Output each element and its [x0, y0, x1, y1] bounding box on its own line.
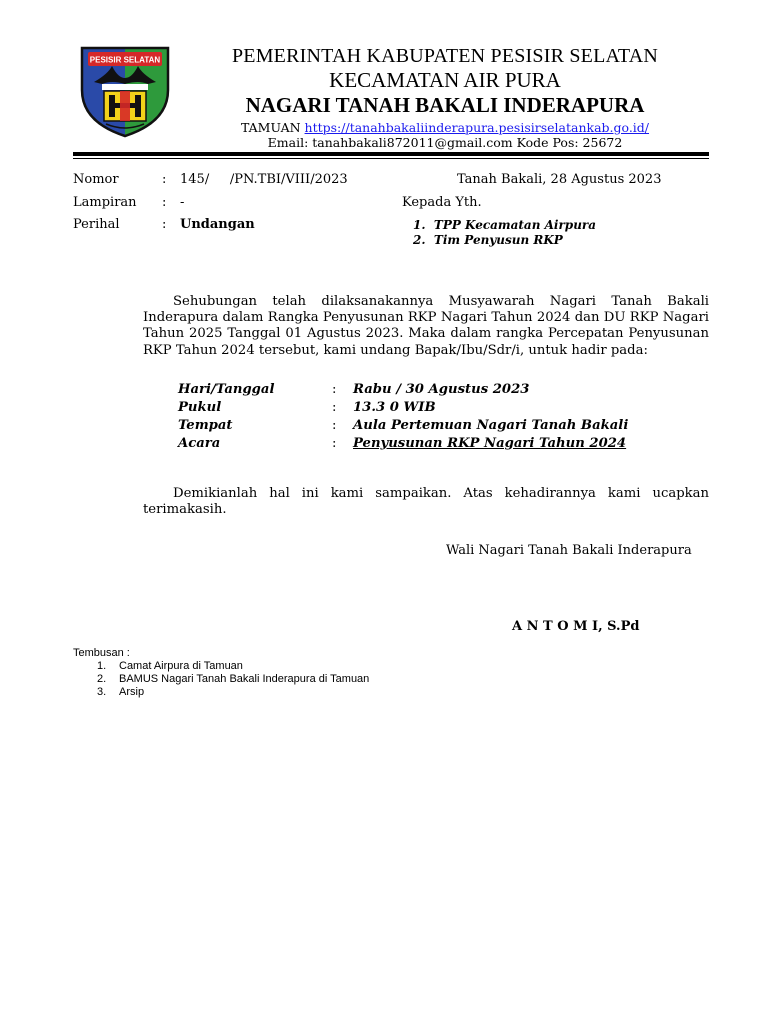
- lampiran-value: -: [180, 195, 185, 210]
- signature-title: Wali Nagari Tanah Bakali Inderapura: [446, 543, 692, 558]
- perihal-value: Undangan: [180, 217, 255, 232]
- perihal-colon: :: [162, 217, 167, 232]
- detail-value-agenda: Penyusunan RKP Nagari Tahun 2024: [353, 436, 627, 451]
- tembusan-num: 1.: [97, 660, 107, 672]
- header-government: PEMERINTAH KABUPATEN PESISIR SELATAN: [231, 45, 659, 67]
- detail-value-time: 13.3 0 WIB: [353, 400, 436, 415]
- nomor-colon: :: [162, 172, 167, 187]
- invitation-paragraph: Sehubungan telah dilaksanakannya Musyawarah Nagari Tanah Bakali Inderapura dalam Rangka Penyusunan RKP Nagari Tahun 2024 dan DU RKP Nagari Tahun 2025 Tanggal 01 Agustus 2023. Maka dalam rangka Percepatan Penyusunan RKP Tahun 2024 tersebut, kami undang Bapak/Ibu/Sdr/i, untuk hadir pada:: [143, 294, 709, 358]
- kepada-label: Kepada Yth.: [402, 195, 482, 210]
- tembusan-item: BAMUS Nagari Tanah Bakali Inderapura di Tamuan: [119, 673, 370, 685]
- header-rule-thick: [73, 152, 709, 156]
- logo-lettering: PESISIR SELATAN: [89, 55, 161, 65]
- place-date: Tanah Bakali, 28 Agustus 2023: [457, 172, 662, 187]
- detail-value-date: Rabu / 30 Agustus 2023: [353, 382, 530, 397]
- detail-label-place: Tempat: [178, 418, 233, 433]
- detail-label-agenda: Acara: [178, 436, 221, 451]
- tembusan-num: 3.: [97, 686, 107, 698]
- website-link[interactable]: https://tanahbakaliinderapura.pesisirselatankab.go.id/: [304, 120, 650, 135]
- detail-colon: :: [332, 418, 337, 433]
- lampiran-colon: :: [162, 195, 167, 210]
- nomor-value: 145/ /PN.TBI/VIII/2023: [180, 172, 348, 187]
- address-prefix: TAMUAN: [240, 120, 305, 135]
- header-contact: Email: tanahbakali872011@gmail.com Kode Pos: 25672: [267, 135, 623, 150]
- detail-colon: :: [332, 436, 337, 451]
- detail-label-date: Hari/Tanggal: [178, 382, 275, 397]
- tembusan-num: 2.: [97, 673, 107, 685]
- detail-value-place: Aula Pertemuan Nagari Tanah Bakali: [353, 418, 629, 433]
- detail-colon: :: [332, 382, 337, 397]
- detail-label-time: Pukul: [178, 400, 222, 415]
- detail-colon: :: [332, 400, 337, 415]
- lampiran-label: Lampiran: [73, 195, 137, 210]
- signature-name: A N T O M I, S.Pd: [512, 619, 640, 634]
- recipient-item: 2. Tim Penyusun RKP: [413, 233, 563, 247]
- tembusan-item: Camat Airpura di Tamuan: [119, 660, 243, 672]
- header-address: [120, 120, 768, 135]
- recipient-item: 1. TPP Kecamatan Airpura: [413, 218, 597, 232]
- tembusan-item: Arsip: [119, 686, 145, 698]
- tembusan-label: Tembusan :: [73, 647, 130, 659]
- closing-paragraph: Demikianlah hal ini kami sampaikan. Atas kehadirannya kami ucapkan terimakasih.: [143, 486, 709, 518]
- header-district: KECAMATAN AIR PURA: [329, 68, 561, 92]
- perihal-label: Perihal: [73, 217, 120, 232]
- nomor-label: Nomor: [73, 172, 119, 187]
- header-village: NAGARI TANAH BAKALI INDERAPURA: [245, 93, 645, 117]
- header-rule-thin: [73, 158, 709, 159]
